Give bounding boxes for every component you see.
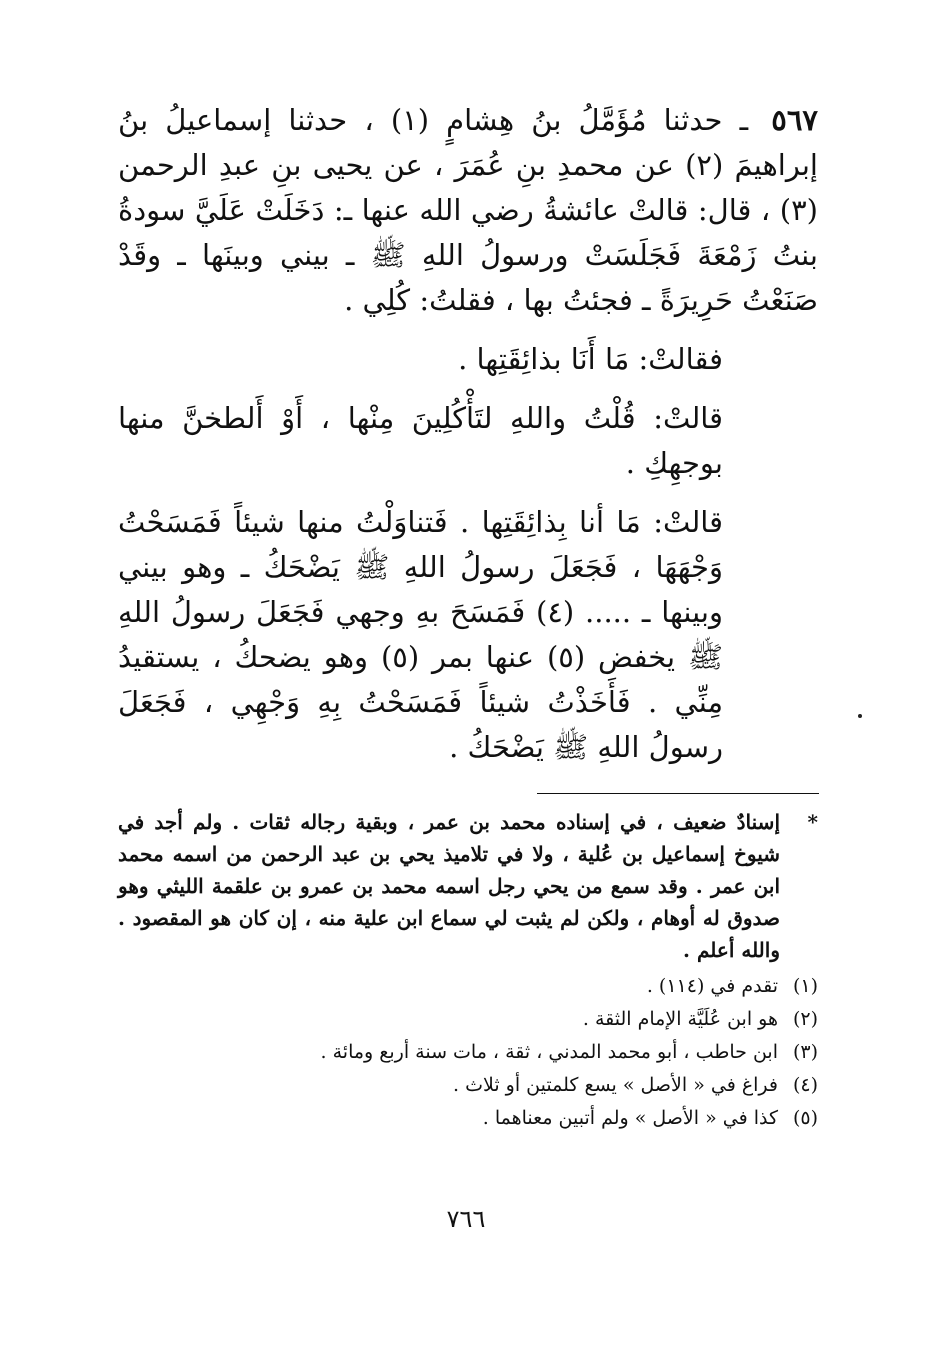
isnad-note <box>118 806 818 966</box>
hadith-paragraph-4: قالتْ: مَا أنا بِذائِقَتِها . فَتناوَلْتُ منها شيئاً فَمَسَحْتُ وَجْهَهَا ، فَجَعَلَ رسولُ اللهِ ﷺ يَضْحَكُ ـ وهو بيني وبينها ـ ..... (٤) فَمَسَحَ بهِ وجهي فَجَعَلَ رسولُ اللهِ ﷺ يخفض (٥) عنها بمر (٥) وهو يضحكُ ، يستقيدُ مِنِّي . فَأَخَذْتُ شيئاً فَمَسَحْتُ بِهِ وَجْهِي ، فَجَعَلَ رسولُ اللهِ ﷺ يَضْحَكُ . <box>118 505 723 764</box>
footnote-2 <box>118 1003 818 1036</box>
star-marker: * <box>807 810 818 834</box>
footnote-text: ابن حاطب ، أبو محمد المدني ، ثقة ، مات سنة أربع ومائة . <box>320 1041 778 1063</box>
hadith-paragraph-3: قالتْ: قُلْتُ واللهِ لتَأْكُلِينَ مِنْها ، أَوْ أَلطخنَّ منها بوجهِكِ . <box>118 401 723 480</box>
footnotes-section <box>118 806 818 1135</box>
footnote-text: كذا في « الأصل » ولم أتبين معناهما . <box>482 1107 778 1129</box>
footnote-label: (٥) <box>792 1107 818 1129</box>
footnote-4 <box>118 1069 818 1102</box>
hadith-paragraph-1-text: حدثنا مُؤَمَّلُ بنُ هِشامٍ (١) ، حدثنا إسماعيلُ بنُ إبراهيمَ (٢) عن محمدِ بنِ عُمَرَ ، عن يحيى بنِ عبدِ الرحمن (٣) ، قال: قالتْ عائشةُ رضي الله عنها ـ: دَخَلَتْ عَلَيَّ سودةُ بنتُ زَمْعَةَ فَجَلَسَتْ ورسولُ اللهِ ﷺ ـ بيني وبينَها ـ وقَدْ صَنَعْتُ حَرِيرَةً ـ فجئتُ بها ، فقلتُ: كُلِي . <box>118 103 818 317</box>
hadith-number: ٥٦٧ <box>771 103 818 137</box>
footnote-divider <box>537 793 819 794</box>
print-speck <box>858 714 862 718</box>
footnote-text: هو ابن عُلَيَّة الإمام الثقة . <box>582 1008 778 1030</box>
hadith-paragraph-2: فقالتْ: مَا أَنَا بذائِقَتِها . <box>458 342 723 376</box>
footnote-label: (٣) <box>792 1041 818 1063</box>
footnote-text: تقدم في (١١٤) . <box>646 975 778 997</box>
footnote-3 <box>118 1036 818 1069</box>
footnote-5 <box>118 1102 818 1135</box>
hadith-paragraph-1: ٥٦٧ ـ حدثنا مُؤَمَّلُ بنُ هِشامٍ (١) ، حدثنا إسماعيلُ بنُ إبراهيمَ (٢) عن محمدِ بنِ عُمَرَ ، عن يحيى بنِ عبدِ الرحمن (٣) ، قال: قالتْ عائشةُ رضي الله عنها ـ: دَخَلَتْ عَلَيَّ سودةُ بنتُ زَمْعَةَ فَجَلَسَتْ ورسولُ اللهِ ﷺ ـ بيني وبينَها ـ وقَدْ صَنَعْتُ حَرِيرَةً ـ فجئتُ بها ، فقلتُ: كُلِي . <box>118 103 818 317</box>
page-number: ٧٦٦ <box>446 1205 486 1233</box>
isnad-note-text: إسنادٌ ضعيف ، في إسناده محمد بن عمر ، وبقية رجاله ثقات . ولم أجد في شيوخ إسماعيل بن عُلية ، ولا في تلاميذ يحي بن عبد الرحمن من اسمه محمد ابن عمر . وقد سمع من يحي رجل اسمه محمد بن عمرو بن علقمة الليثي وهو صدوق له أوهام ، ولكن لم يثبت لي سماع ابن علية منه ، إن كان هو المقصود . والله أعلم . <box>118 810 780 962</box>
footnote-label: (٤) <box>792 1074 818 1096</box>
footnote-label: (٢) <box>792 1008 818 1030</box>
footnote-text: فراغ في « الأصل » يسع كلمتين أو ثلاث . <box>453 1074 778 1096</box>
footnote-label: (١) <box>792 975 818 997</box>
hadith-text <box>118 98 818 784</box>
footnote-1 <box>118 970 818 1003</box>
